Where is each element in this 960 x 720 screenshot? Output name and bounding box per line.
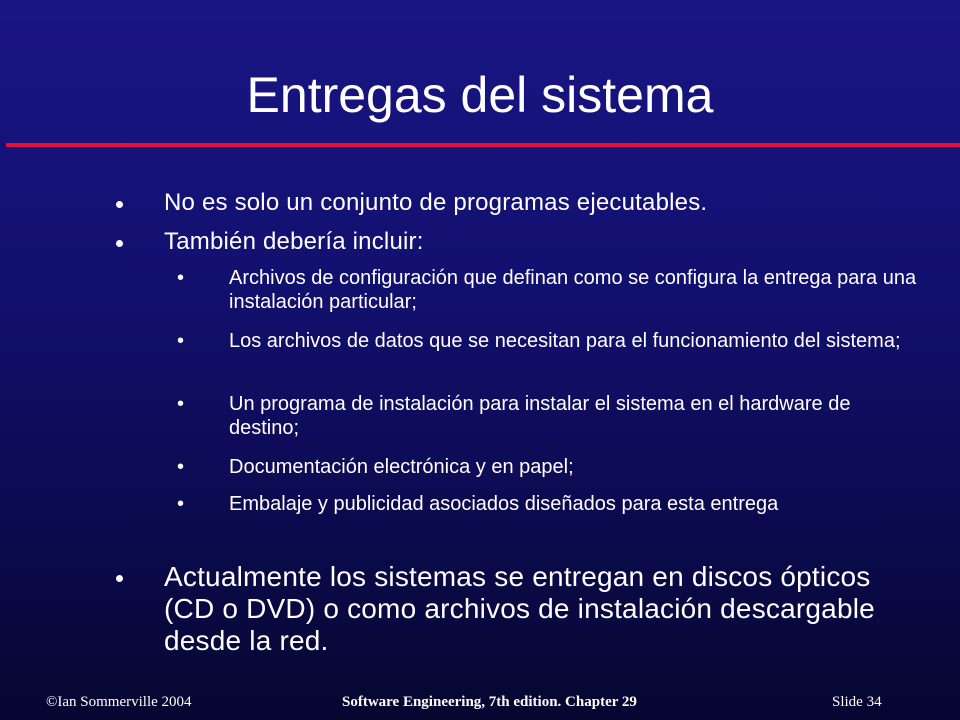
title-divider	[6, 143, 960, 147]
footer-book-title: Software Engineering, 7th edition. Chapter 29	[342, 694, 637, 710]
sub-bullet-icon: •	[177, 267, 185, 289]
sub-bullet-icon: •	[177, 456, 185, 478]
sub-bullet-text: Un programa de instalación para instalar el sistema en el hardware de destino;	[229, 393, 851, 439]
sub-bullet-item	[177, 392, 919, 440]
sub-bullet-icon: •	[177, 393, 185, 415]
footer-copyright: ©Ian Sommerville 2004	[46, 694, 192, 710]
slide-title: Entregas del sistema	[246, 67, 714, 123]
sub-bullet-icon: •	[177, 493, 185, 515]
bullet-item	[164, 561, 924, 657]
sub-bullet-item	[177, 455, 919, 479]
sub-bullet-text: Embalaje y publicidad asociados diseñados para esta entrega	[229, 493, 779, 515]
bullet-dot-icon	[116, 201, 123, 208]
bullet-text: No es solo un conjunto de programas ejecutables.	[164, 189, 708, 216]
sub-bullet-item	[177, 329, 919, 353]
bullet-text: También debería incluir:	[164, 228, 424, 255]
sub-bullet-item	[177, 492, 919, 516]
bullet-dot-icon	[116, 575, 123, 582]
bullet-text: Actualmente los sistemas se entregan en discos ópticos (CD o DVD) o como archivos de instalación descargable desde la red.	[164, 561, 875, 656]
bullet-dot-icon	[116, 240, 123, 247]
footer-slide-number: Slide 34	[832, 694, 882, 710]
sub-bullet-text: Los archivos de datos que se necesitan para el funcionamiento del sistema;	[229, 330, 901, 352]
bullet-item	[164, 227, 924, 256]
sub-bullet-icon: •	[177, 330, 185, 352]
sub-bullet-item	[177, 266, 919, 314]
bullet-item	[164, 188, 924, 217]
sub-bullet-text: Documentación electrónica y en papel;	[229, 456, 574, 478]
sub-bullet-text: Archivos de configuración que definan como se configura la entrega para una instalación particular;	[229, 267, 917, 313]
